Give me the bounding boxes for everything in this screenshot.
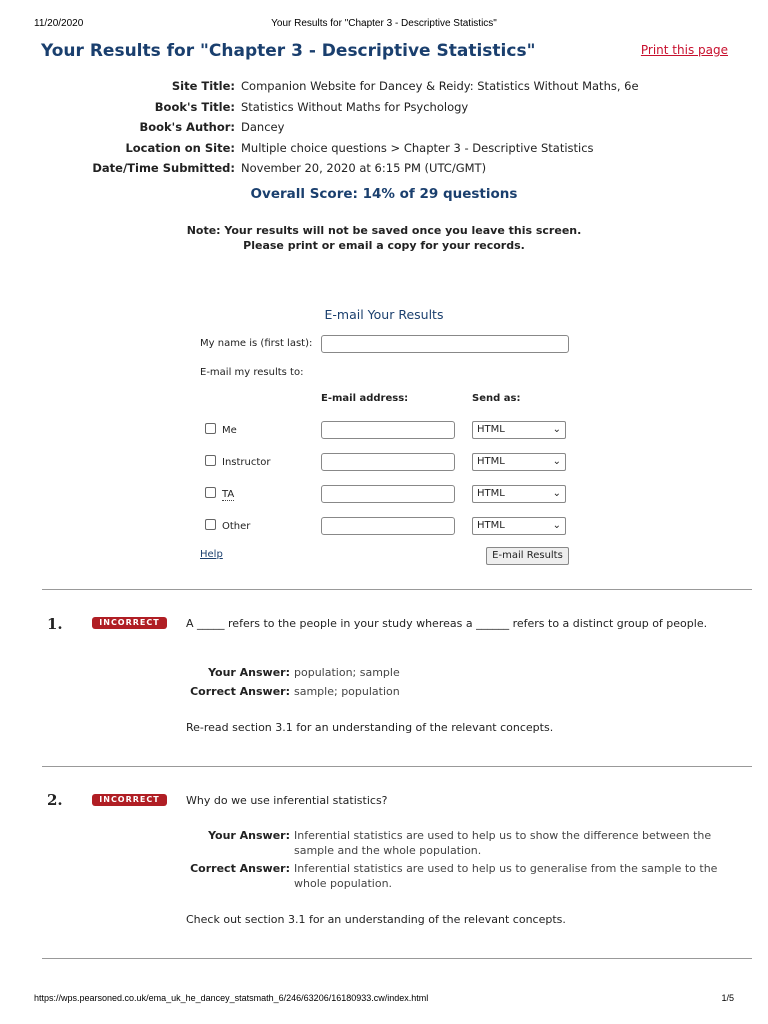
chevron-down-icon: ⌄ [552,456,561,467]
format-select-me[interactable] [472,421,566,439]
page-title: Your Results for "Chapter 3 - Descriptive Statistics" [41,41,536,61]
send-to-label: E-mail my results to: [200,367,304,378]
checkbox-ta[interactable] [205,487,216,498]
recipient-label-instructor: Instructor [222,457,271,468]
print-page-link[interactable]: Print this page [640,43,728,57]
format-select-instructor[interactable] [472,453,566,471]
print-header-title: Your Results for "Chapter 3 - Descriptive Statistics" [271,18,497,29]
recipient-label-other: Other [222,521,251,532]
correct-answer-row [186,862,721,891]
meta-value: Multiple choice questions > Chapter 3 - Descriptive Statistics [241,140,594,155]
meta-row-book-author [0,117,768,138]
checkbox-me[interactable] [205,423,216,434]
your-answer-row [186,666,721,681]
chevron-down-icon: ⌄ [552,488,561,499]
select-value: HTML [477,520,505,531]
checkbox-instructor[interactable] [205,455,216,466]
select-value: HTML [477,424,505,435]
recipient-label-me: Me [222,425,237,436]
meta-row-date-submitted [0,158,768,179]
status-badge: INCORRECT [92,617,167,629]
meta-label: Book's Author: [139,120,235,135]
correct-answer-row [186,685,721,700]
question-number: 1. [47,615,63,633]
select-value: HTML [477,488,505,499]
your-answer-row [186,829,721,858]
print-page-number: 1/5 [721,993,734,1003]
recipient-label-ta: TA [222,489,235,500]
chevron-down-icon: ⌄ [552,424,561,435]
question-text: A _____ refers to the people in your study whereas a ______ refers to a distinct group of people. [186,617,708,630]
your-answer-label: Your Answer: [208,666,290,679]
select-value: HTML [477,456,505,467]
correct-answer-label: Correct Answer: [190,862,290,875]
meta-label: Location on Site: [125,140,235,155]
answer-block [186,829,721,891]
print-url: https://wps.pearsoned.co.uk/ema_uk_he_dancey_statsmath_6/246/63206/16180933.cw/index.html [34,993,429,1003]
email-results-title: E-mail Your Results [324,307,444,322]
meta-label: Date/Time Submitted: [92,161,235,176]
question-text: Why do we use inferential statistics? [186,794,388,807]
your-answer-value: Inferential statistics are used to help us to show the difference between the sample and the whole population. [294,829,712,857]
email-input-other[interactable] [321,517,455,535]
overall-score: Overall Score: 14% of 29 questions [250,186,518,202]
email-results-button[interactable]: E-mail Results [486,547,569,565]
meta-row-book-title [0,97,768,118]
your-answer-value: population; sample [294,666,400,679]
meta-label: Site Title: [171,79,235,94]
print-date: 11/20/2020 [34,18,84,29]
email-input-me[interactable] [321,421,455,439]
feedback-text: Check out section 3.1 for an understanding of the relevant concepts. [186,913,566,926]
correct-answer-value: Inferential statistics are used to help us to generalise from the sample to the whole population. [294,862,718,890]
divider [42,589,752,590]
meta-value: November 20, 2020 at 6:15 PM (UTC/GMT) [241,161,487,176]
your-answer-label: Your Answer: [208,829,290,842]
correct-answer-label: Correct Answer: [190,684,290,698]
feedback-text: Re-read section 3.1 for an understanding of the relevant concepts. [186,721,554,734]
meta-row-site-title [0,76,768,97]
help-link[interactable]: Help [200,549,223,560]
meta-row-location [0,138,768,159]
name-label: My name is (first last): [200,338,313,349]
question-number: 2. [47,791,63,809]
correct-answer-value: sample; population [294,684,400,698]
note-line-2: Please print or email a copy for your records. [243,239,525,252]
save-note [0,223,768,253]
meta-value: Companion Website for Dancey & Reidy: Statistics Without Maths, 6e [241,79,639,94]
meta-value: Dancey [241,120,285,135]
chevron-down-icon: ⌄ [552,520,561,531]
answer-block [186,666,721,699]
email-input-instructor[interactable] [321,453,455,471]
status-badge: INCORRECT [92,794,167,806]
name-input[interactable] [321,335,569,353]
meta-value: Statistics Without Maths for Psychology [241,99,469,114]
checkbox-other[interactable] [205,519,216,530]
results-meta [0,76,768,179]
format-select-other[interactable] [472,517,566,535]
send-as-header: Send as: [472,393,521,404]
divider [42,958,752,959]
email-input-ta[interactable] [321,485,455,503]
note-line-1: Note: Your results will not be saved once you leave this screen. [186,224,582,237]
meta-label: Book's Title: [154,99,235,114]
format-select-ta[interactable] [472,485,566,503]
divider [42,766,752,767]
email-address-header: E-mail address: [321,393,409,404]
